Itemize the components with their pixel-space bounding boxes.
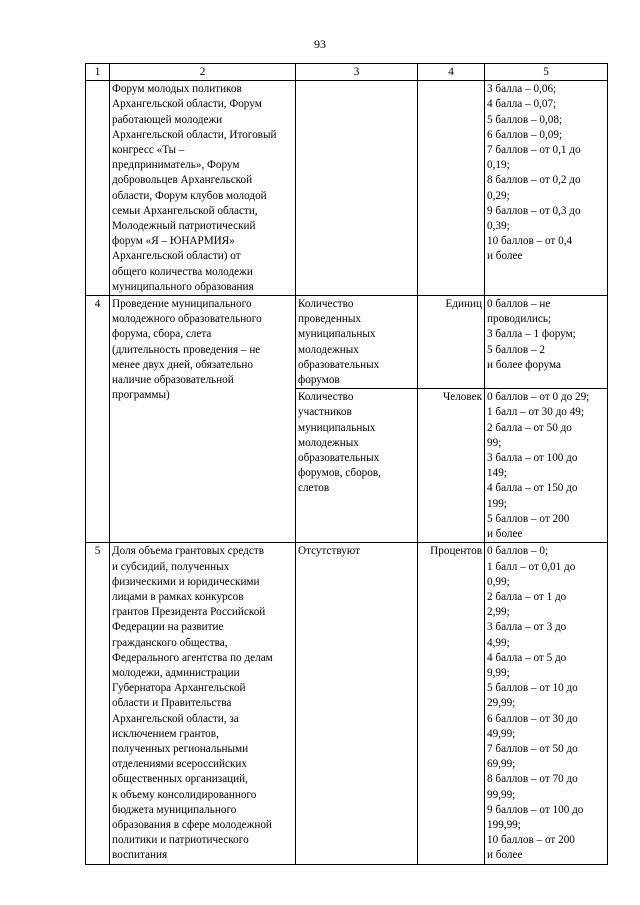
text-line: к объему консолидированного: [112, 788, 257, 801]
text-line: проводились;: [487, 313, 552, 326]
text-line: муниципального образования: [112, 280, 254, 293]
text-line: проведенных: [298, 313, 361, 326]
text-line: Архангельской области) от: [112, 250, 241, 263]
text-line: бюджета муниципального: [112, 803, 237, 816]
text-line: 0,29;: [487, 189, 510, 202]
text-line: 3 балла – 1 форум;: [487, 328, 576, 341]
text-line: 2 балла – от 1 до: [487, 590, 567, 603]
text-line: работающей молодежи: [112, 113, 223, 126]
text-line: общественных организаций,: [112, 773, 248, 786]
column-number: 5: [485, 64, 608, 81]
text-line: 2,99;: [487, 606, 510, 619]
text-line: 10 баллов – от 200: [487, 834, 575, 847]
text-line: Губернатора Архангельской: [112, 682, 246, 695]
page-number: 93: [314, 37, 326, 51]
text-line: 0 баллов – не: [487, 298, 551, 311]
text-line: гражданского общества,: [112, 636, 228, 649]
text-line: муниципальных: [298, 421, 376, 434]
text-line: 5 баллов – от 200: [487, 512, 570, 525]
text-line: 7 баллов – от 50 до: [487, 742, 578, 755]
text-line: 8 баллов – от 0,2 до: [487, 174, 581, 187]
text-line: Количество: [298, 391, 354, 404]
text-line: 9,99;: [487, 666, 510, 679]
row-number: [86, 81, 110, 296]
unit-cell: Процентов: [418, 543, 485, 864]
text-line: Архангельской области, за: [112, 712, 239, 725]
table-row: [86, 296, 608, 389]
row-number: 4: [86, 296, 110, 543]
text-line: молодежных: [298, 436, 359, 449]
text-line: образования в сфере молодежной: [112, 818, 272, 831]
score-cell: [485, 296, 608, 389]
text-line: политики и патриотического: [112, 834, 249, 847]
table-row: [86, 81, 608, 296]
text-line: 0,39;: [487, 220, 510, 233]
indicator-cell: [296, 296, 418, 389]
text-line: муниципальных: [298, 328, 376, 341]
text-line: 1 балл – от 30 до 49;: [487, 406, 584, 419]
text-line: молодежного образовательного: [112, 313, 262, 326]
text-line: общего количества молодежи: [112, 265, 253, 278]
text-line: Молодежный патриотический: [112, 220, 256, 233]
text-line: 2 балла – от 50 до: [487, 421, 572, 434]
text-line: Архангельской области, Итоговый: [112, 128, 277, 141]
text-line: Форум молодых политиков: [112, 83, 242, 96]
text-line: лицами в рамках конкурсов: [112, 590, 244, 603]
text-line: 3 балла – 0,06;: [487, 83, 557, 96]
text-line: менее двух дней, обязательно: [112, 358, 253, 371]
text-line: отделениями всероссийских: [112, 758, 248, 771]
text-line: физическими и юридическими: [112, 575, 260, 588]
text-line: грантов Президента Российской: [112, 606, 266, 619]
text-line: форум «Я – ЮНАРМИЯ»: [112, 235, 235, 248]
score-cell: [485, 81, 608, 296]
text-line: 3 балла – от 3 до: [487, 621, 567, 634]
text-line: 4,99;: [487, 636, 510, 649]
text-line: 0 баллов – от 0 до 29;: [487, 391, 590, 404]
text-line: воспитания: [112, 849, 168, 862]
column-number: 3: [296, 64, 418, 81]
text-line: Проведение муниципального: [112, 298, 252, 311]
text-line: 4 балла – от 5 до: [487, 651, 567, 664]
text-line: предприниматель», Форум: [112, 159, 240, 172]
text-line: 149;: [487, 467, 507, 480]
text-line: Архангельской области, Форум: [112, 98, 262, 111]
text-line: конгресс «Ты –: [112, 144, 185, 157]
text-line: 5 баллов – от 10 до: [487, 682, 578, 695]
text-line: 5 баллов – 0,08;: [487, 113, 563, 126]
indicator-cell: [296, 81, 418, 296]
text-line: молодежи, администрации: [112, 666, 240, 679]
text-line: и более: [487, 849, 523, 862]
column-number: 2: [110, 64, 296, 81]
table-row: [86, 543, 608, 864]
text-line: 6 баллов – от 30 до: [487, 712, 578, 725]
text-line: 199,99;: [487, 818, 521, 831]
text-line: семьи Архангельской области,: [112, 204, 258, 217]
text-line: 99,99;: [487, 788, 516, 801]
text-line: форумов: [298, 374, 340, 387]
text-line: 29,99;: [487, 697, 516, 710]
text-line: Отсутствуют: [298, 545, 360, 558]
text-line: 10 баллов – от 0,4: [487, 235, 573, 248]
text-line: и более: [487, 250, 523, 263]
text-line: слетов: [298, 482, 330, 495]
text-line: полученных региональными: [112, 742, 249, 755]
indicator-cell: [296, 543, 418, 864]
column-number: 1: [86, 64, 110, 81]
text-line: 199;: [487, 497, 507, 510]
text-line: 4 балла – от 150 до: [487, 482, 578, 495]
score-cell: [485, 389, 608, 543]
text-line: 0 баллов – 0;: [487, 545, 549, 558]
text-line: 5 баллов – 2: [487, 343, 545, 356]
text-line: программы): [112, 389, 170, 402]
text-line: и субсидий, полученных: [112, 560, 230, 573]
text-line: 8 баллов – от 70 до: [487, 773, 578, 786]
text-line: исключением грантов,: [112, 727, 219, 740]
text-line: и более форума: [487, 358, 561, 371]
text-line: Доля объема грантовых средств: [112, 545, 264, 558]
text-line: 9 баллов – от 100 до: [487, 803, 584, 816]
text-line: молодежных: [298, 343, 359, 356]
text-line: Количество: [298, 298, 354, 311]
criteria-table: [85, 63, 608, 865]
unit-cell: Единиц: [418, 296, 485, 389]
score-cell: [485, 543, 608, 864]
text-line: 0,19;: [487, 159, 510, 172]
text-line: 6 баллов – 0,09;: [487, 128, 563, 141]
indicator-cell: [296, 389, 418, 543]
text-line: области и Правительства: [112, 697, 232, 710]
text-line: 3 балла – от 100 до: [487, 452, 578, 465]
text-line: 0,99;: [487, 575, 510, 588]
text-line: образовательных: [298, 358, 380, 371]
text-line: наличие образовательной: [112, 374, 234, 387]
criterion-name: [110, 296, 296, 543]
text-line: участников: [298, 406, 352, 419]
text-line: 1 балл – от 0,01 до: [487, 560, 576, 573]
criterion-name: [110, 543, 296, 864]
text-line: 49,99;: [487, 727, 516, 740]
column-number: 4: [418, 64, 485, 81]
text-line: добровольцев Архангельской: [112, 174, 253, 187]
text-line: и более: [487, 528, 523, 541]
text-line: (длительность проведения – не: [112, 343, 261, 356]
text-line: Федерального агентства по делам: [112, 651, 273, 664]
text-line: Федерации на развитие: [112, 621, 224, 634]
text-line: 7 баллов – от 0,1 до: [487, 144, 581, 157]
text-line: 4 балла – 0,07;: [487, 98, 557, 111]
text-line: форума, сбора, слета: [112, 328, 212, 341]
text-line: 69,99;: [487, 758, 516, 771]
unit-cell: [418, 81, 485, 296]
text-line: 99;: [487, 436, 502, 449]
column-number-row: [86, 64, 608, 81]
unit-cell: Человек: [418, 389, 485, 543]
text-line: 9 баллов – от 0,3 до: [487, 204, 581, 217]
text-line: образовательных: [298, 452, 380, 465]
row-number: 5: [86, 543, 110, 864]
text-line: форумов, сборов,: [298, 467, 381, 480]
criterion-name: [110, 81, 296, 296]
text-line: области, Форум клубов молодой: [112, 189, 267, 202]
